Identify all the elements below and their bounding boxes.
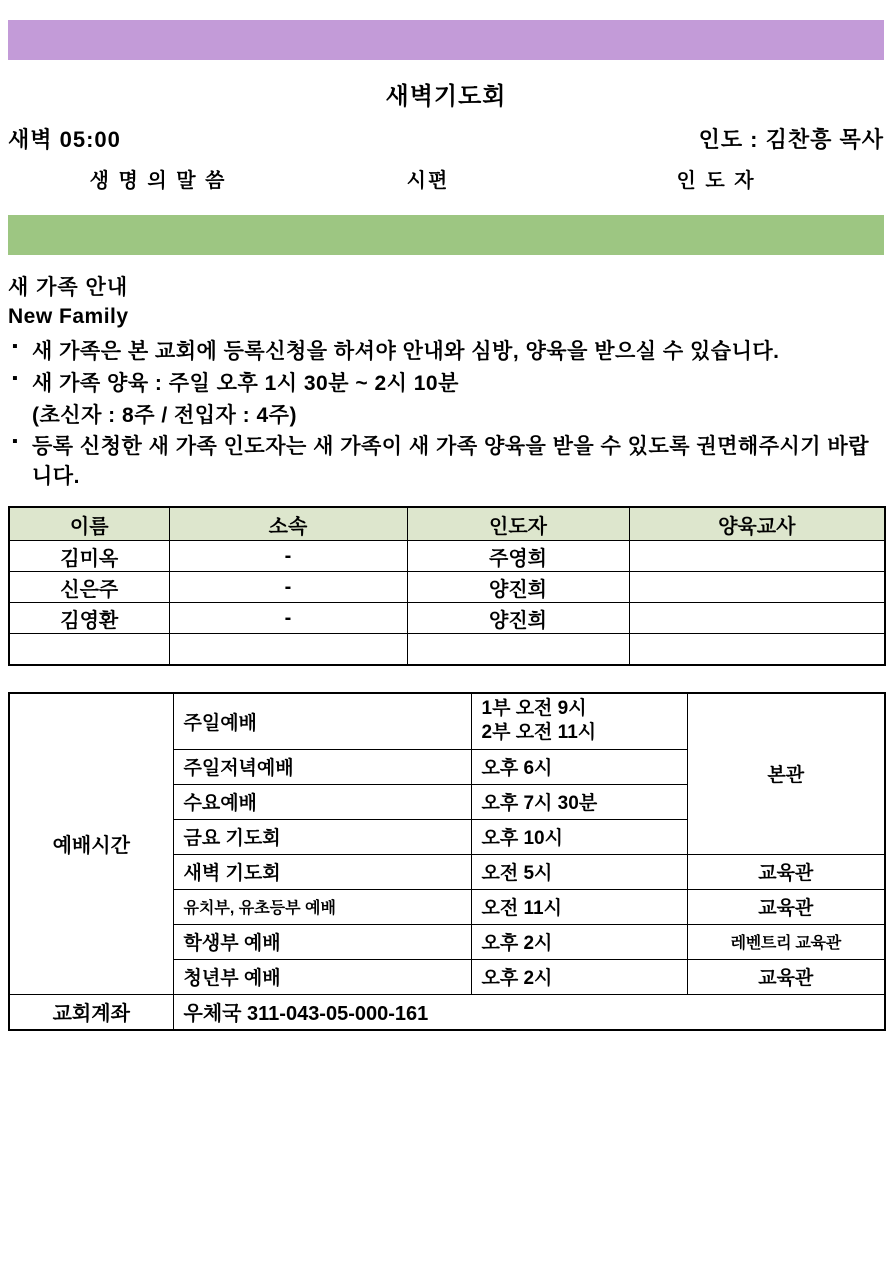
service-name: 새벽 기도회 bbox=[173, 854, 471, 889]
service-time: 오후 6시 bbox=[471, 749, 687, 784]
new-family-table bbox=[8, 506, 886, 666]
table-row bbox=[9, 572, 885, 603]
new-family-col-leader: 인도자 bbox=[407, 507, 629, 541]
cell-name: 김미옥 bbox=[9, 541, 169, 572]
dawn-service-time: 새벽 05:00 bbox=[8, 127, 121, 152]
church-account-value: 우체국 311-043-05-000-161 bbox=[173, 994, 885, 1030]
table-row-account bbox=[9, 994, 885, 1030]
service-name: 금요 기도회 bbox=[173, 819, 471, 854]
new-family-note: (초신자 : 8주 / 전입자 : 4주) bbox=[32, 403, 297, 427]
new-family-title-en: New Family bbox=[8, 305, 129, 328]
cell-group: - bbox=[169, 541, 407, 572]
table-row bbox=[9, 693, 885, 749]
cell-leader bbox=[407, 634, 629, 666]
service-name: 청년부 예배 bbox=[173, 959, 471, 994]
cell-group: - bbox=[169, 572, 407, 603]
purple-divider-bar bbox=[8, 20, 884, 60]
dawn-service-title: 새벽기도회 bbox=[385, 83, 507, 110]
church-account-label: 교회계좌 bbox=[9, 994, 173, 1030]
table-row bbox=[9, 541, 885, 572]
new-family-section bbox=[0, 271, 892, 492]
service-time-line-2: 2부 오전 11시 bbox=[481, 722, 597, 744]
bulletin-page bbox=[0, 20, 892, 1278]
table-header-row bbox=[9, 507, 885, 541]
cell-teacher bbox=[629, 572, 885, 603]
green-divider-bar bbox=[8, 215, 884, 255]
service-time: 오후 7시 30분 bbox=[471, 784, 687, 819]
table-row bbox=[9, 603, 885, 634]
dawn-col-scripture: 시편 bbox=[406, 170, 450, 192]
cell-teacher bbox=[629, 603, 885, 634]
new-family-title-ko: 새 가족 안내 bbox=[8, 276, 129, 299]
new-family-bullet-3: ▪ 등록 신청한 새 가족 인도자는 새 가족이 새 가족 양육을 받을 수 있도록 권면해주시기 바랍니다. bbox=[8, 432, 884, 492]
dawn-service-leader: 인도 : 김찬흥 목사 bbox=[698, 127, 884, 152]
service-name: 수요예배 bbox=[173, 784, 471, 819]
cell-leader: 주영희 bbox=[407, 541, 629, 572]
service-name: 주일예배 bbox=[173, 693, 471, 749]
service-place: 레벤트리 교육관 bbox=[687, 924, 885, 959]
dawn-col-word: 생 명 의 말 씀 bbox=[89, 170, 227, 192]
service-place: 본관 bbox=[687, 693, 885, 854]
new-family-bullet-1: ▪ 새 가족은 본 교회에 등록신청을 하셔야 안내와 심방, 양육을 받으실 수 있습니다. bbox=[8, 337, 884, 367]
new-family-col-name: 이름 bbox=[9, 507, 169, 541]
table-row bbox=[9, 634, 885, 666]
cell-name: 신은주 bbox=[9, 572, 169, 603]
new-family-bullet-2: ▪ 새 가족 양육 : 주일 오후 1시 30분 ~ 2시 10분 bbox=[8, 369, 884, 399]
cell-name bbox=[9, 634, 169, 666]
cell-teacher bbox=[629, 634, 885, 666]
cell-group: - bbox=[169, 603, 407, 634]
dawn-service-meta-row bbox=[8, 123, 884, 154]
service-time: 오전 11시 bbox=[471, 889, 687, 924]
dawn-service-section bbox=[0, 76, 892, 193]
new-family-col-group: 소속 bbox=[169, 507, 407, 541]
service-place: 교육관 bbox=[687, 854, 885, 889]
new-family-bullet-list bbox=[8, 337, 884, 492]
cell-teacher bbox=[629, 541, 885, 572]
service-time: 오후 10시 bbox=[471, 819, 687, 854]
service-name: 학생부 예배 bbox=[173, 924, 471, 959]
service-place: 교육관 bbox=[687, 959, 885, 994]
service-time: 오후 2시 bbox=[471, 959, 687, 994]
service-name: 주일저녁예배 bbox=[173, 749, 471, 784]
cell-leader: 양진희 bbox=[407, 603, 629, 634]
dawn-service-column-headers bbox=[8, 164, 884, 193]
new-family-col-teacher: 양육교사 bbox=[629, 507, 885, 541]
service-time bbox=[471, 693, 687, 749]
service-schedule-label: 예배시간 bbox=[9, 693, 173, 994]
service-time: 오후 2시 bbox=[471, 924, 687, 959]
service-schedule-table bbox=[8, 692, 886, 1031]
cell-group bbox=[169, 634, 407, 666]
service-place: 교육관 bbox=[687, 889, 885, 924]
dawn-col-leader: 인 도 자 bbox=[676, 170, 756, 192]
service-name: 유치부, 유초등부 예배 bbox=[173, 889, 471, 924]
service-time-line-1: 1부 오전 9시 bbox=[481, 698, 587, 720]
cell-name: 김영환 bbox=[9, 603, 169, 634]
cell-leader: 양진희 bbox=[407, 572, 629, 603]
service-time: 오전 5시 bbox=[471, 854, 687, 889]
